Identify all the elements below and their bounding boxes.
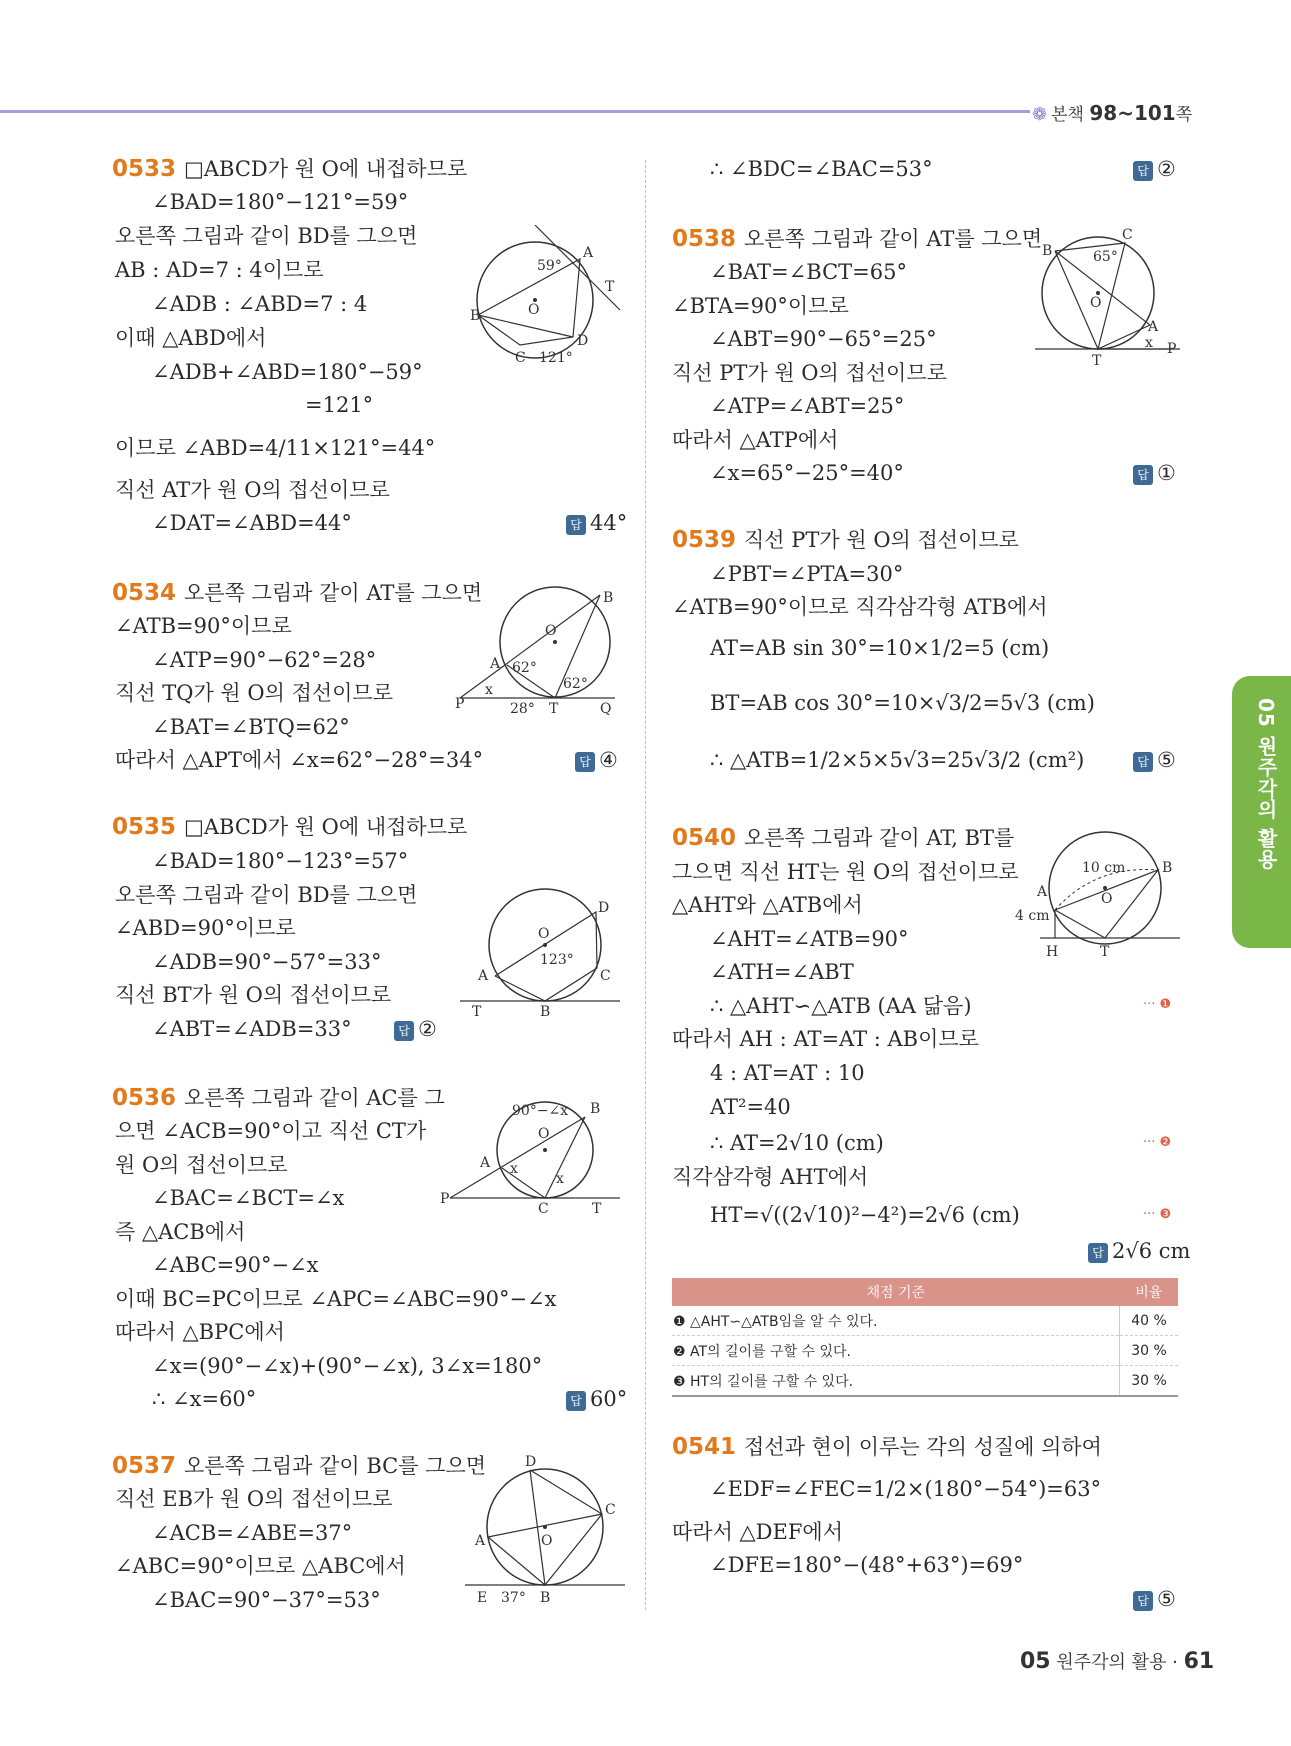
text-line: ∠x=(90°−∠x)+(90°−∠x), 3∠x=180° bbox=[152, 1354, 543, 1378]
problem-0535: 0535 □ABCD가 원 O에 내접하므로 bbox=[112, 814, 468, 840]
svg-text:65°: 65° bbox=[1093, 249, 1118, 265]
problem-0536: 0536 오른쪽 그림과 같이 AC를 그 bbox=[112, 1085, 445, 1111]
answer-0540: 답 2√6 cm bbox=[1088, 1236, 1190, 1266]
svg-text:B: B bbox=[1042, 243, 1053, 259]
svg-text:B: B bbox=[540, 1590, 551, 1606]
text-line: BT=AB cos 30°=10×√3/2=5√3 (cm) bbox=[710, 691, 1095, 715]
text-line: ∠ATH=∠ABT bbox=[710, 960, 854, 984]
svg-text:C: C bbox=[605, 1502, 616, 1518]
text-line: ∠DFE=180°−(48°+63°)=69° bbox=[710, 1553, 1024, 1577]
text-line: 그으면 직선 HT는 원 O의 접선이므로 bbox=[672, 860, 1019, 884]
text-line: 4 : AT=AT : 10 bbox=[710, 1061, 865, 1085]
answer-0535: 답 ② bbox=[394, 1014, 437, 1044]
text-line: ∠ATB=90°이므로 직각삼각형 ATB에서 bbox=[672, 595, 1048, 619]
svg-text:123°: 123° bbox=[540, 952, 574, 968]
text-line: ∠BAC=∠BCT=∠x bbox=[152, 1186, 345, 1210]
text-line: 직선 PT가 원 O의 접선이므로 bbox=[672, 361, 947, 385]
text-line: ∠ADB+∠ABD=180°−59° bbox=[152, 360, 423, 384]
text-line: ∠BAD=180°−121°=59° bbox=[152, 190, 409, 214]
text-line: ∠AHT=∠ATB=90° bbox=[710, 927, 909, 951]
problem-0539: 0539 직선 PT가 원 O의 접선이므로 bbox=[672, 527, 1019, 553]
svg-text:x: x bbox=[485, 682, 493, 698]
text-line: AT=AB sin 30°=10×1/2=5 (cm) bbox=[710, 636, 1050, 660]
svg-text:A: A bbox=[475, 1533, 486, 1549]
svg-text:A: A bbox=[480, 1155, 491, 1171]
text-line: △AHT와 △ATB에서 bbox=[672, 893, 863, 917]
figure-0533 bbox=[465, 225, 635, 375]
svg-text:28°: 28° bbox=[510, 701, 535, 717]
problem-0540: 0540 오른쪽 그림과 같이 AT, BT를 bbox=[672, 825, 1015, 851]
svg-text:62°: 62° bbox=[512, 660, 537, 676]
grading-header-criteria: 채점 기준 bbox=[672, 1278, 1120, 1306]
answer-0539: 답 ⑤ bbox=[1133, 745, 1176, 775]
svg-text:H: H bbox=[1046, 944, 1059, 960]
text-line: ∠ACB=∠ABE=37° bbox=[152, 1521, 353, 1545]
figure-0536 bbox=[440, 1095, 630, 1215]
svg-text:90°−∠x: 90°−∠x bbox=[512, 1103, 569, 1119]
text-line: ∠ABC=90°−∠x bbox=[152, 1253, 319, 1277]
svg-text:C: C bbox=[515, 350, 526, 366]
text-line: =121° bbox=[305, 393, 374, 417]
text-line: ∠ADB : ∠ABD=7 : 4 bbox=[152, 292, 368, 316]
problem-0534: 0534 오른쪽 그림과 같이 AT를 그으면 bbox=[112, 580, 483, 606]
svg-text:C: C bbox=[1122, 227, 1133, 243]
text-line: ∠ATB=90°이므로 bbox=[115, 614, 292, 638]
svg-text:D: D bbox=[525, 1454, 537, 1470]
text-line: 따라서 AH : AT=AT : AB이므로 bbox=[672, 1027, 979, 1051]
text-line: ∠BAC=90°−37°=53° bbox=[152, 1588, 381, 1612]
text-line: ∴ ∠x=60° bbox=[152, 1387, 257, 1411]
text-line: ∠EDF=∠FEC=1/2×(180°−54°)=63° bbox=[710, 1477, 1102, 1501]
text-line: 오른쪽 그림과 같이 BD를 그으면 bbox=[115, 224, 418, 248]
grading-table bbox=[672, 1278, 1178, 1397]
figure-0538 bbox=[1030, 225, 1195, 370]
answer-0536: 답 60° bbox=[566, 1384, 627, 1414]
text-line: 이때 △ABD에서 bbox=[115, 326, 267, 350]
text-line: 따라서 △DEF에서 bbox=[672, 1520, 843, 1544]
svg-text:C: C bbox=[600, 968, 611, 984]
svg-text:A: A bbox=[1148, 319, 1159, 335]
text-line: ∠ABC=90°이므로 △ABC에서 bbox=[115, 1554, 406, 1578]
svg-text:O: O bbox=[528, 302, 540, 318]
book-reference: ❁ 본책 98~101쪽 bbox=[1032, 101, 1193, 125]
flower-icon: ❁ bbox=[1032, 104, 1048, 125]
svg-text:x: x bbox=[1145, 335, 1153, 351]
text-line: ∴ △AHT∽△ATB (AA 닮음) bbox=[710, 994, 972, 1018]
text-line: 오른쪽 그림과 같이 BD를 그으면 bbox=[115, 883, 418, 907]
table-row: ❸ HT의 길이를 구할 수 있다. 30 % bbox=[672, 1366, 1178, 1397]
text-line: 즉 △ACB에서 bbox=[115, 1220, 246, 1244]
svg-text:x: x bbox=[556, 1171, 564, 1187]
text-line: ∴ △ATB=1/2×5×5√3=25√3/2 (cm²) bbox=[710, 748, 1085, 772]
text-line: ∴ ∠BDC=∠BAC=53° bbox=[710, 157, 933, 181]
text-line: 직선 AT가 원 O의 접선이므로 bbox=[115, 478, 390, 502]
svg-text:C: C bbox=[538, 1201, 549, 1215]
svg-text:O: O bbox=[541, 1533, 553, 1549]
answer-0541: 답 ⑤ bbox=[1133, 1584, 1176, 1614]
svg-text:E: E bbox=[477, 1590, 488, 1606]
svg-text:59°: 59° bbox=[537, 258, 562, 274]
svg-text:T: T bbox=[1092, 353, 1102, 369]
svg-text:A: A bbox=[583, 245, 594, 261]
svg-text:37°: 37° bbox=[501, 1590, 526, 1606]
svg-text:O: O bbox=[1090, 295, 1102, 311]
svg-text:O: O bbox=[538, 926, 550, 942]
svg-text:O: O bbox=[538, 1126, 550, 1142]
problem-0541: 0541 접선과 현이 이루는 각의 성질에 의하여 bbox=[672, 1434, 1102, 1460]
text-line: AT²=40 bbox=[710, 1095, 791, 1119]
text-line: 직각삼각형 AHT에서 bbox=[672, 1165, 869, 1189]
text-line: ∠ATP=∠ABT=25° bbox=[710, 394, 905, 418]
grading-header-ratio: 비율 bbox=[1120, 1278, 1179, 1306]
text-line: ∠ABD=90°이므로 bbox=[115, 916, 296, 940]
text-line: AB : AD=7 : 4이므로 bbox=[115, 258, 324, 282]
answer-0533: 답 44° bbox=[566, 508, 627, 538]
svg-text:D: D bbox=[598, 900, 610, 916]
svg-text:B: B bbox=[603, 590, 614, 606]
text-line: ∠ABT=∠ADB=33° bbox=[152, 1017, 352, 1041]
text-line: 따라서 △BPC에서 bbox=[115, 1320, 285, 1344]
text-line: ∠ATP=90°−62°=28° bbox=[152, 648, 377, 672]
text-line: ∠BAT=∠BTQ=62° bbox=[152, 715, 350, 739]
text-line: ∠PBT=∠PTA=30° bbox=[710, 562, 904, 586]
text-line: ∠ABT=90°−65°=25° bbox=[710, 327, 937, 351]
answer-0538: 답 ① bbox=[1133, 458, 1176, 488]
text-line: ∠x=65°−25°=40° bbox=[710, 461, 904, 485]
svg-text:T: T bbox=[592, 1201, 602, 1215]
svg-text:A: A bbox=[490, 656, 501, 672]
text-line: ∠DAT=∠ABD=44° bbox=[152, 511, 352, 535]
svg-text:T: T bbox=[605, 279, 615, 295]
svg-text:P: P bbox=[1167, 341, 1177, 357]
svg-text:P: P bbox=[455, 696, 465, 712]
svg-text:B: B bbox=[1162, 860, 1173, 876]
svg-text:x: x bbox=[510, 1161, 518, 1177]
step-marker-3: ··· ❸ bbox=[1143, 1207, 1172, 1222]
svg-text:10 cm: 10 cm bbox=[1082, 860, 1126, 876]
svg-text:D: D bbox=[577, 333, 589, 349]
table-row: ❷ AT의 길이를 구할 수 있다. 30 % bbox=[672, 1336, 1178, 1366]
figure-0535 bbox=[460, 880, 630, 1020]
text-line: 이때 BC=PC이므로 ∠APC=∠ABC=90°−∠x bbox=[115, 1287, 557, 1311]
text-line: ∠BAT=∠BCT=65° bbox=[710, 260, 907, 284]
text-line: HT=√((2√10)²−4²)=2√6 (cm) bbox=[710, 1203, 1020, 1227]
svg-text:O: O bbox=[1101, 891, 1113, 907]
text-line: 따라서 △ATP에서 bbox=[672, 428, 839, 452]
svg-text:T: T bbox=[472, 1004, 482, 1020]
text-line: ∠BTA=90°이므로 bbox=[672, 294, 849, 318]
text-line: 따라서 △APT에서 ∠x=62°−28°=34° bbox=[115, 748, 484, 772]
chapter-side-tab: 05 원주각의 활용 bbox=[1232, 676, 1291, 948]
text-line: 직선 TQ가 원 O의 접선이므로 bbox=[115, 681, 393, 705]
svg-text:B: B bbox=[470, 308, 481, 324]
problem-0537: 0537 오른쪽 그림과 같이 BC를 그으면 bbox=[112, 1453, 487, 1479]
text-line: ∠ADB=90°−57°=33° bbox=[152, 950, 382, 974]
step-marker-1: ··· ❶ bbox=[1143, 997, 1172, 1012]
svg-text:A: A bbox=[478, 968, 489, 984]
svg-text:B: B bbox=[590, 1101, 601, 1117]
svg-text:4 cm: 4 cm bbox=[1015, 908, 1050, 924]
svg-text:O: O bbox=[545, 623, 557, 639]
column-divider bbox=[645, 160, 646, 1610]
page-footer: 05 원주각의 활용 · 61 bbox=[1020, 1649, 1215, 1674]
answer-0534: 답 ④ bbox=[575, 745, 618, 775]
figure-0537 bbox=[465, 1452, 635, 1607]
svg-text:T: T bbox=[549, 701, 559, 717]
text-line: 직선 EB가 원 O의 접선이므로 bbox=[115, 1487, 393, 1511]
step-marker-2: ··· ❷ bbox=[1143, 1135, 1172, 1150]
header-rule bbox=[0, 110, 1030, 113]
svg-text:B: B bbox=[540, 1004, 551, 1020]
svg-text:T: T bbox=[1100, 944, 1110, 960]
svg-text:121°: 121° bbox=[539, 350, 573, 366]
text-line: ∴ AT=2√10 (cm) bbox=[710, 1131, 884, 1155]
svg-text:Q: Q bbox=[600, 701, 612, 717]
problem-0533: 0533 □ABCD가 원 O에 내접하므로 bbox=[112, 156, 468, 182]
svg-text:A: A bbox=[1037, 884, 1048, 900]
text-line: 직선 BT가 원 O의 접선이므로 bbox=[115, 983, 392, 1007]
text-line: 원 O의 접선이므로 bbox=[115, 1153, 288, 1177]
answer-0537: 답 ② bbox=[1133, 154, 1176, 184]
text-line: 이므로 ∠ABD=4/11×121°=44° bbox=[115, 436, 436, 460]
svg-text:P: P bbox=[440, 1191, 450, 1207]
text-line: 으면 ∠ACB=90°이고 직선 CT가 bbox=[115, 1119, 427, 1143]
problem-0538: 0538 오른쪽 그림과 같이 AT를 그으면 bbox=[672, 226, 1043, 252]
table-row: ❶ △AHT∽△ATB임을 알 수 있다. 40 % bbox=[672, 1306, 1178, 1336]
figure-0534 bbox=[455, 580, 625, 720]
svg-text:62°: 62° bbox=[563, 676, 588, 692]
figure-0540 bbox=[1010, 820, 1185, 965]
text-line: ∠BAD=180°−123°=57° bbox=[152, 849, 409, 873]
